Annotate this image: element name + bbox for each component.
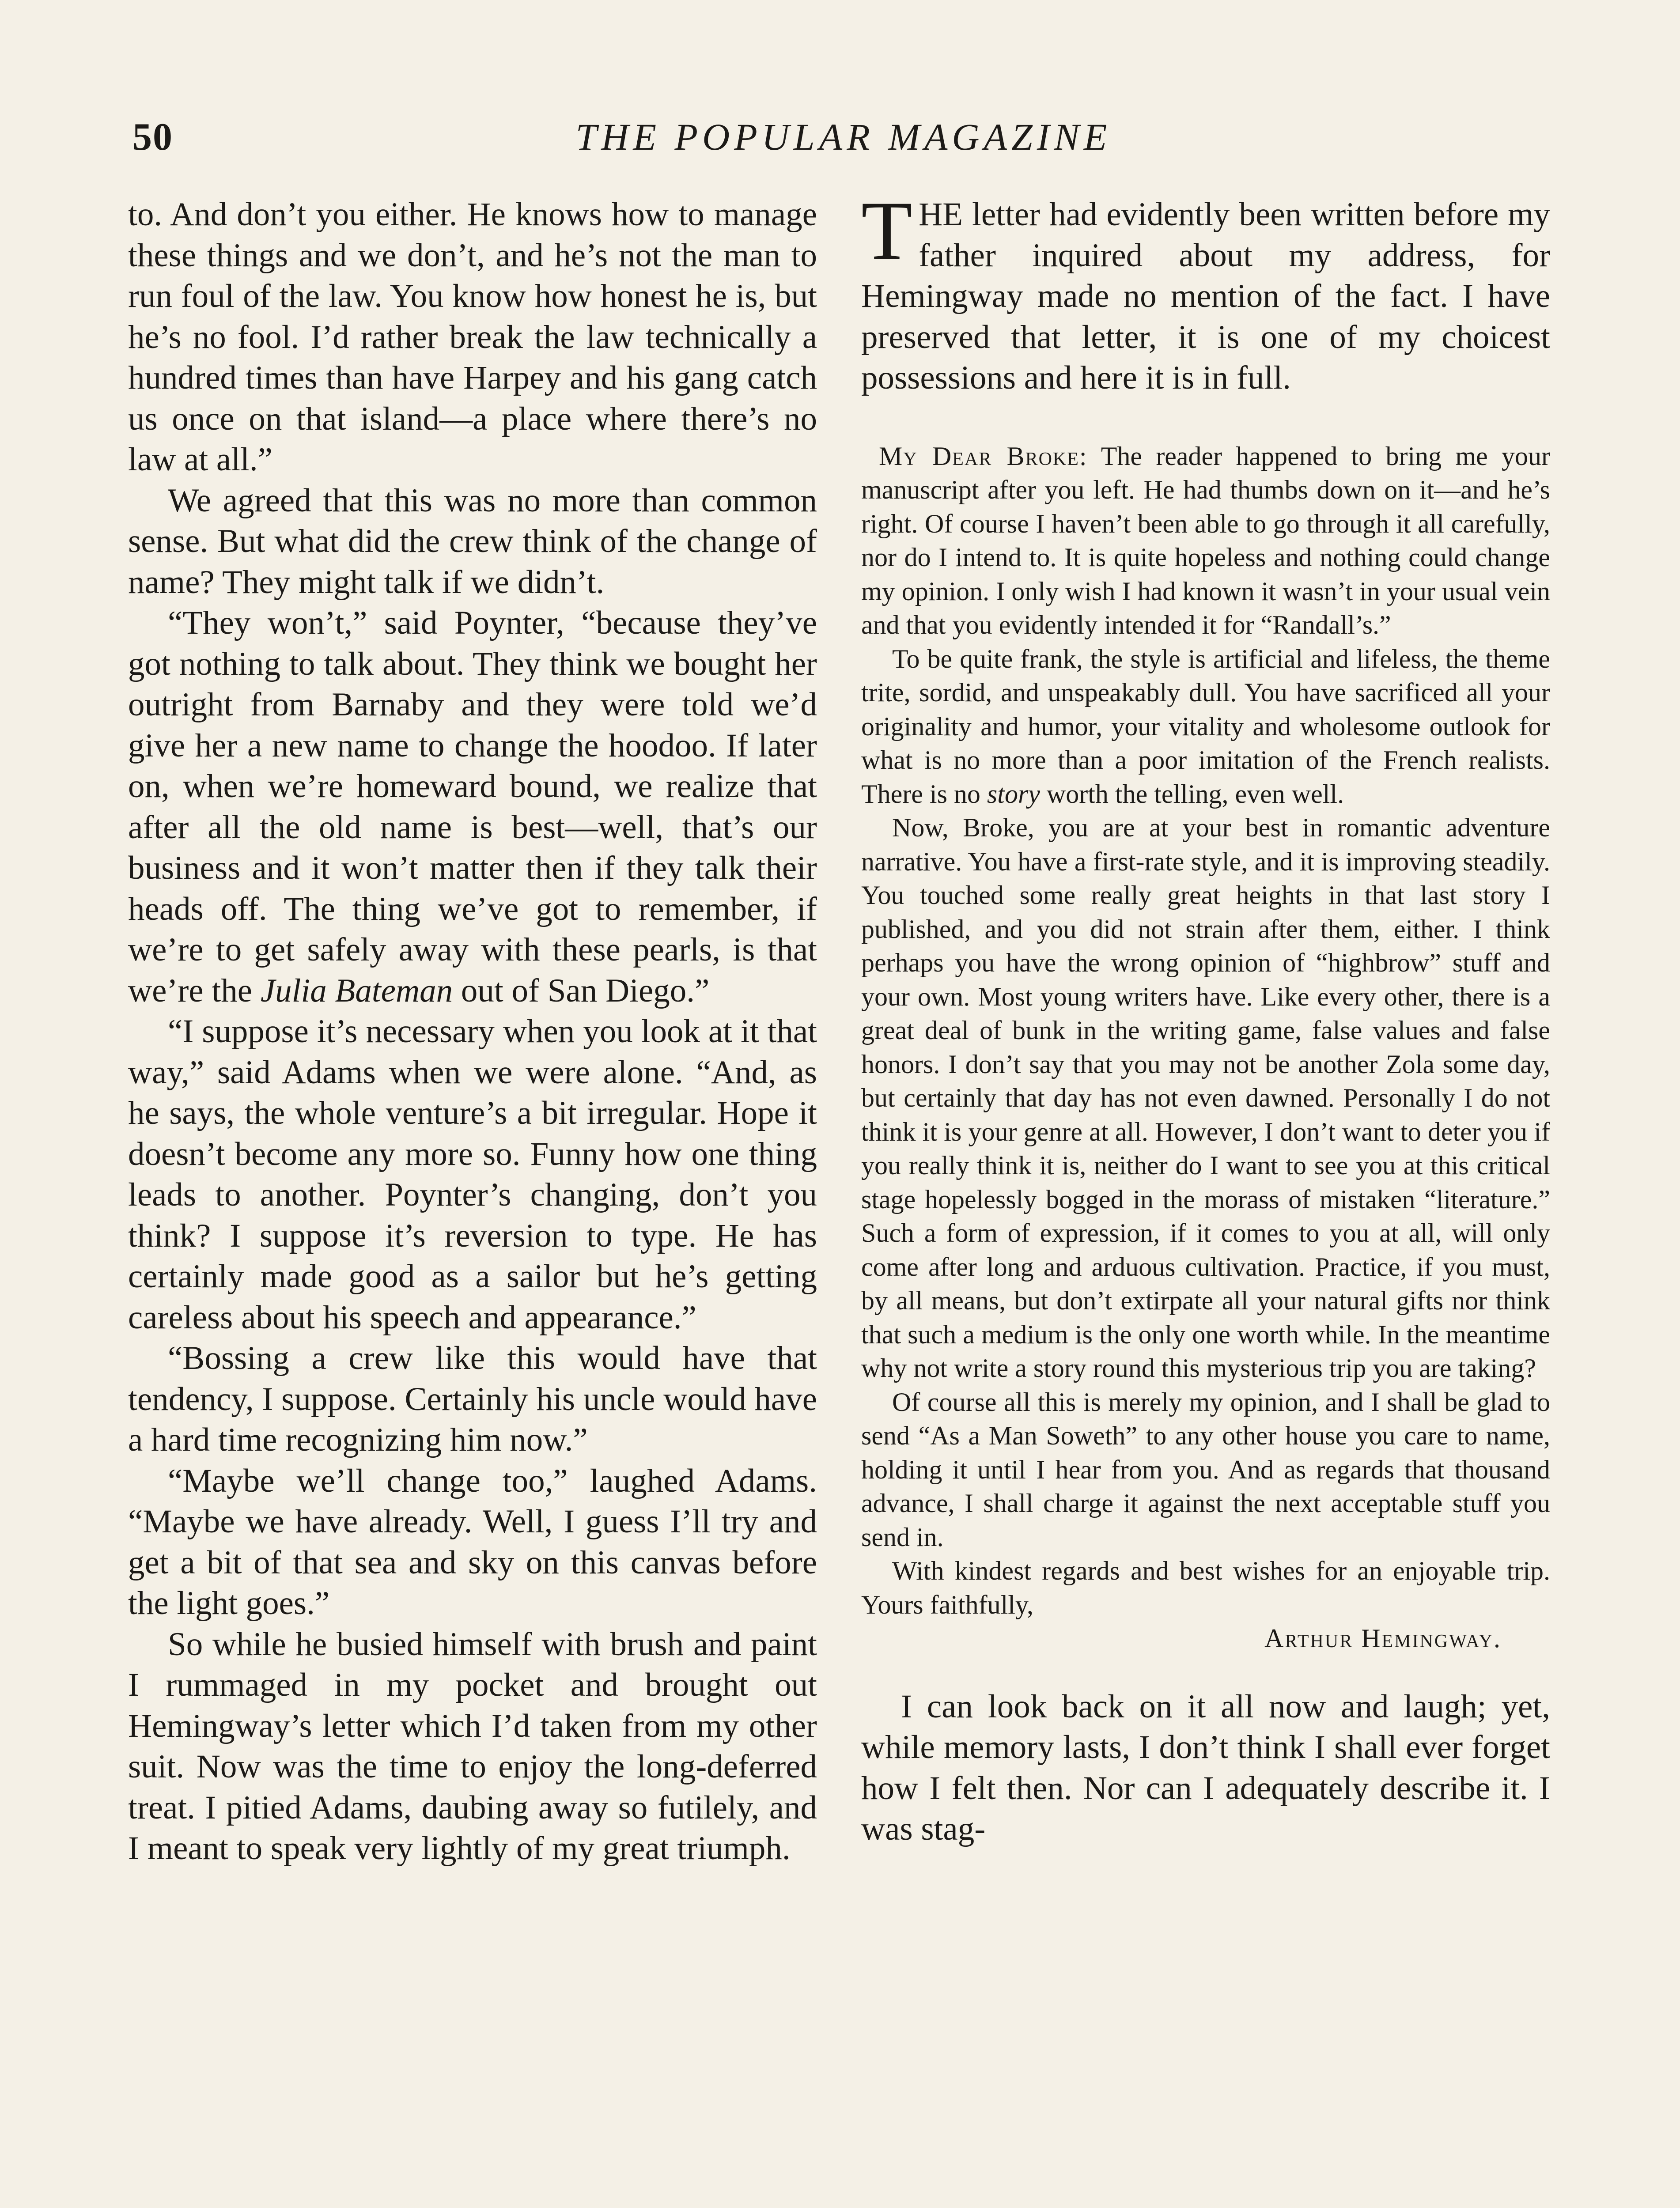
page-number: 50 (132, 116, 173, 159)
ship-name: Julia Bateman (260, 972, 453, 1009)
letter-text: To be quite frank, the style is artificial and lifeless, the theme trite, sordid, and unspeakably dull. You have sacrificed all your originality and humor, your vitality and wholesome outlook for what is no more than a poor imitation of the French realists. There is no (861, 644, 1550, 809)
paragraph: to. And don’t you either. He knows how to manage these things and we don’t, and he’s not the man to run foul of the law. You know how honest he is, but he’s no fool. I’d rather break the law technically a hundred times than have Harpey and his gang catch us once on that island—a place where there’s no law at all.” (128, 196, 817, 478)
letter-text: worth the telling, even well. (1040, 779, 1344, 809)
drop-cap: T (861, 185, 913, 277)
running-head: THE POPULAR MAGAZINE (575, 116, 1112, 158)
paragraph: “I suppose it’s necessary when you look at it that way,” said Adams when we were alone. “And, as he says, the whole venture’s a bit irregular. Hope it doesn’t become any more so. Funny how one thing leads to another. Poynter’s changing, don’t you think? I suppose it’s reversion to type. He has certainly made good as a sailor but he’s getting careless about his speech and appearance.” (128, 1013, 817, 1336)
page-header (132, 115, 1555, 177)
intro-paragraph (861, 185, 1550, 399)
paragraph: So while he busied himself with brush and paint I rummaged in my pocket and brought out Hemingway’s letter which I’d taken from my other suit. Now was the time to enjoy the long-deferred treat. I pitied Adams, daubing away so futilely, and I meant to speak very lightly of my great triumph. (128, 1626, 817, 1867)
letter-paragraph: With kindest regards and best wishes for an enjoyable trip. Yours faithfully, (861, 1556, 1550, 1619)
paragraph (128, 603, 817, 1011)
paragraph-text: “They won’t,” said Poynter, “because they’ve got nothing to talk about. They think we bought her outright from Barnaby and they were told we’d give her a new name to change the hoodoo. If later on, when we’re homeward bound, we realize that after all the old name is best—well, that’s our business and it won’t matter then if they talk their heads off. The thing we’ve got to remember, if we’re to get safely away with these pearls, is that we’re the (128, 605, 817, 1009)
letter-text: The reader happened to bring me your manuscript after you left. He had thumbs down on it—and he’s right. Of course I haven’t been able to go through it all carefully, nor do I intend to. It is quite hopeless and nothing could change my opinion. I only wish I had known it wasn’t in your usual vein and that you evidently intended it for “Randall’s.” (861, 441, 1551, 639)
letter-paragraph (861, 642, 1550, 811)
quoted-letter (861, 439, 1550, 1656)
letter-salutation: My Dear Broke: (879, 441, 1088, 471)
letter-signature: Arthur Hemingway. (1264, 1624, 1502, 1653)
left-column (128, 194, 817, 1869)
paragraph: I can look back on it all now and laugh; yet, while memory lasts, I don’t think I shall ever forget how I felt then. Nor can I adequately describe it. I was stag- (861, 1688, 1550, 1847)
closing-section (861, 1686, 1550, 1850)
paragraph-text: out of San Diego.” (453, 972, 710, 1009)
paragraph: We agreed that this was no more than common sense. But what did the crew think of the change of name? They might talk if we didn’t. (128, 482, 817, 601)
letter-paragraph (861, 439, 1550, 642)
paragraph: “Bossing a crew like this would have that tendency, I suppose. Certainly his uncle would have a hard time recognizing him now.” (128, 1340, 817, 1458)
right-column (861, 185, 1551, 1850)
letter-paragraph: Of course all this is merely my opinion, and I shall be glad to send “As a Man Soweth” to any other house you care to name, holding it until I hear from you. And as regards that thousand advance, I shall charge it against the next acceptable stuff you send in. (861, 1387, 1550, 1552)
emphasis: story (987, 779, 1040, 809)
paragraph: “Maybe we’ll change too,” laughed Adams. “Maybe we have already. Well, I guess I’ll try and get a bit of that sea and sky on this canvas before the light goes.” (128, 1462, 817, 1622)
letter-paragraph: Now, Broke, you are at your best in romantic adventure narrative. You have a first-rate style, and it is improving steadily. You touched some really great heights in that last story I published, and you did not strain after them, either. I think perhaps you have the wrong opinion of “highbrow” stuff and your own. Most young writers have. Like every other, there is a great deal of bunk in the writing game, false values and false honors. I don’t say that you may not be another Zola some day, but certainly that day has not even dawned. Personally I do not think it is your genre at all. However, I don’t want to deter you if you really think it is, neither do I want to see you at this critical stage hopelessly bogged in the morass of mistaken “literature.” Such a form of expression, if it comes to you at all, will only come after long and arduous cultivation. Practice, if you must, by all means, but don’t extirpate all your natural gifts nor think that such a medium is the only one worth while. In the meantime why not write a story round this mysterious trip you are taking? (861, 813, 1550, 1383)
intro-text: HE letter had evidently been written before my father inquired about my address, for Hemingway made no mention of the fact. I have preserved that letter, it is one of my choicest possessions and here it is in full. (861, 196, 1550, 396)
